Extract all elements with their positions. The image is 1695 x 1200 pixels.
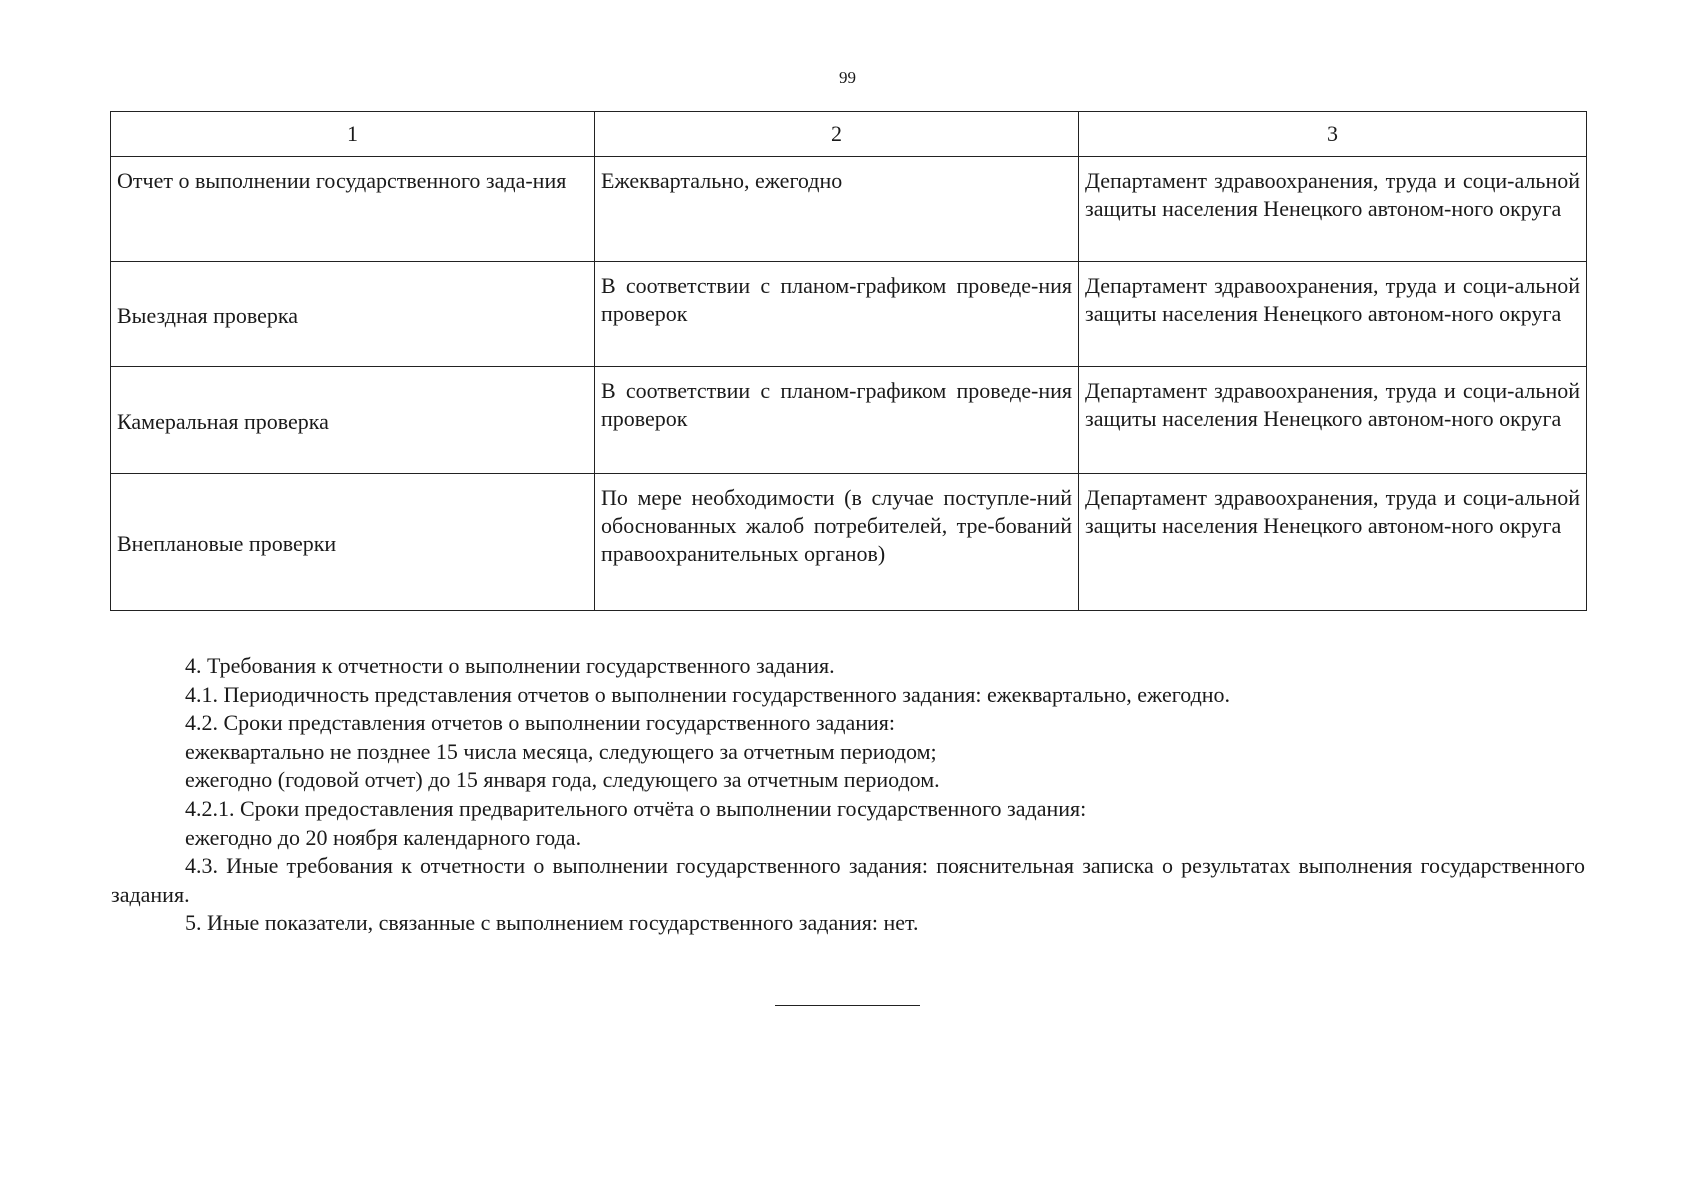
column-header-2: 2 [595, 112, 1079, 157]
paragraph-4-2-annual: ежегодно (годовой отчет) до 15 января года, следующего за отчетным периодом. [185, 767, 940, 793]
control-form-cell: Камеральная проверка [111, 367, 595, 474]
page-number: 99 [839, 68, 856, 87]
reporting-requirements-text [111, 652, 1585, 938]
frequency-cell: Ежеквартально, ежегодно [595, 157, 1079, 262]
paragraph-4-2-1-deadline: ежегодно до 20 ноября календарного года. [185, 824, 582, 850]
control-form-cell: Отчет о выполнении государственного зада-ния [111, 157, 595, 262]
table-row [111, 262, 1587, 367]
control-forms-table [110, 111, 1587, 611]
table-row [111, 157, 1587, 262]
table-row [111, 367, 1587, 474]
table-row [111, 474, 1587, 611]
frequency-cell: По мере необходимости (в случае поступле-ний обоснованных жалоб потребителей, тре-бований правоохранительных органов) [595, 474, 1079, 611]
column-header-1: 1 [111, 112, 595, 157]
frequency-cell: В соответствии с планом-графиком проведе-ния проверок [595, 262, 1079, 367]
paragraph-4-3: 4.3. Иные требования к отчетности о выполнении государственного задания: пояснительная записка о результатах выполнения государственного задания. [111, 853, 1585, 907]
paragraph-4-1: 4.1. Периодичность представления отчетов о выполнении государственного задания: ежеквартально, ежегодно. [185, 681, 1231, 707]
column-header-3: 3 [1079, 112, 1587, 157]
paragraph-4-2-1: 4.2.1. Сроки предоставления предварительного отчёта о выполнении государственного задания: [185, 795, 1087, 821]
paragraph-4-2: 4.2. Сроки представления отчетов о выполнении государственного задания: [185, 710, 896, 736]
table-header-row [111, 112, 1587, 157]
frequency-cell: В соответствии с планом-графиком проведе-ния проверок [595, 367, 1079, 474]
authority-cell: Департамент здравоохранения, труда и соци-альной защиты населения Ненецкого автоном-ного округа [1079, 262, 1587, 367]
control-form-cell: Выездная проверка [111, 262, 595, 367]
end-divider [775, 1005, 920, 1006]
authority-cell: Департамент здравоохранения, труда и соци-альной защиты населения Ненецкого автоном-ного округа [1079, 367, 1587, 474]
control-form-cell: Внеплановые проверки [111, 474, 595, 611]
paragraph-4: 4. Требования к отчетности о выполнении государственного задания. [185, 653, 835, 678]
authority-cell: Департамент здравоохранения, труда и соци-альной защиты населения Ненецкого автоном-ного округа [1079, 474, 1587, 611]
paragraph-4-2-quarterly: ежеквартально не позднее 15 числа месяца, следующего за отчетным периодом; [185, 738, 937, 764]
paragraph-5: 5. Иные показатели, связанные с выполнением государственного задания: нет. [185, 910, 919, 936]
authority-cell: Департамент здравоохранения, труда и соци-альной защиты населения Ненецкого автоном-ного округа [1079, 157, 1587, 262]
